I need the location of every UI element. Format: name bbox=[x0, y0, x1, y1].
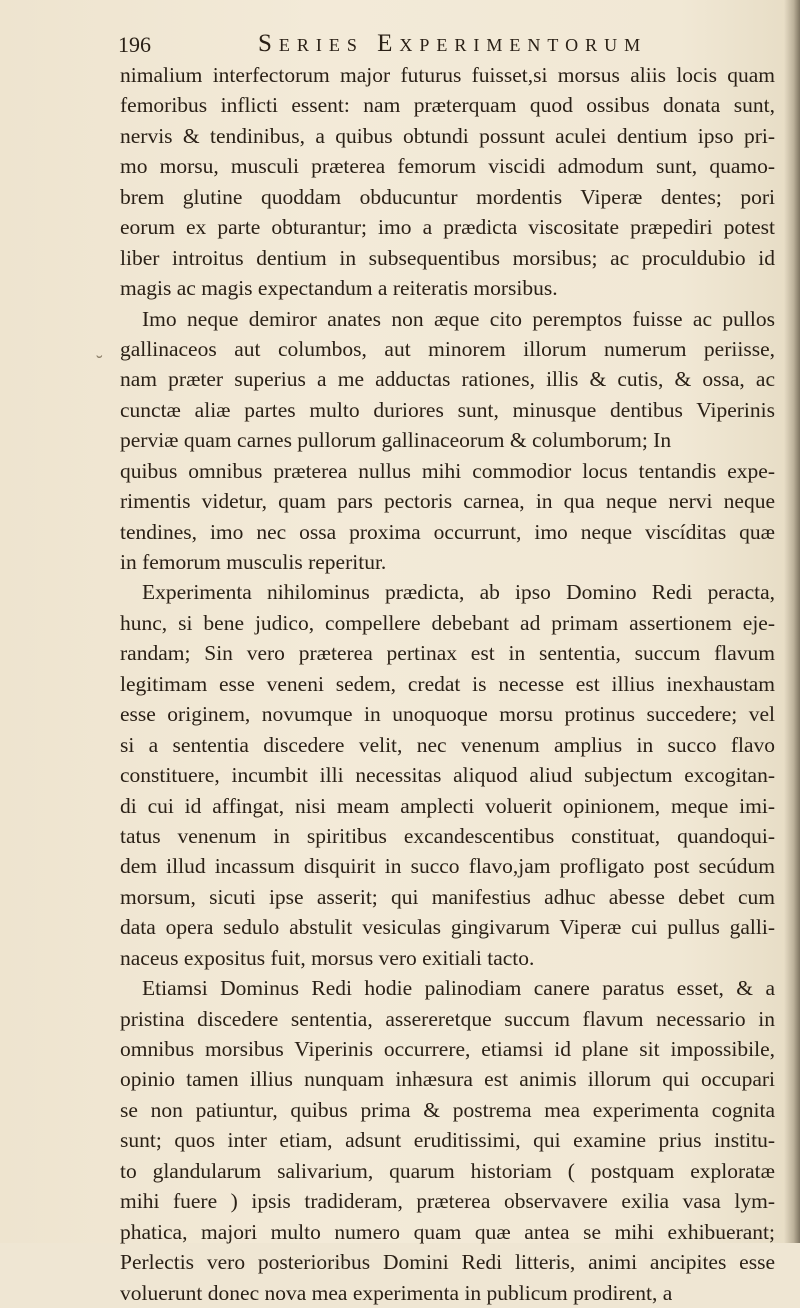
text-line: in femorum musculis reperitur. bbox=[120, 550, 387, 574]
text-line: phatica, majori multo numero quam quæ antea se mihi exhibuerant; bbox=[120, 1219, 775, 1244]
text-line: esse originem, novumque in unoquoque morsu protinus succedere; vel bbox=[120, 702, 775, 727]
text-line: Perlectis vero posterioribus Domini Redi litteris, animi ancipites esse bbox=[120, 1250, 775, 1275]
text-line: to glandularum salivarium, quarum historiam ( postquam exploratæ bbox=[120, 1158, 775, 1183]
text-line: quibus omnibus præterea nullus mihi commodior locus tentandis expe- bbox=[120, 458, 775, 483]
text-line: randam; Sin vero præterea pertinax est in sententia, succum flavum bbox=[120, 641, 775, 666]
page-number: 196 bbox=[118, 32, 151, 57]
text-line: rimentis videtur, quam pars pectoris carnea, in qua neque nervi neque bbox=[120, 489, 775, 514]
text-line: constituere, incumbit illi necessitas aliquod aliud subjectum excogitan- bbox=[120, 763, 775, 788]
text-line: voluerunt donec nova mea experimenta in publicum prodirent, a bbox=[120, 1280, 673, 1305]
text-line: Etiamsi Dominus Redi hodie palinodiam canere paratus esset, & a bbox=[142, 976, 775, 1001]
text-line: femoribus inflicti essent: nam præterquam quod ossibus donata sunt, bbox=[120, 93, 775, 118]
text-line: Imo neque demiror anates non æque cito peremptos fuisse ac pullos bbox=[142, 306, 775, 331]
text-line: mihi fuere ) ipsis tradideram, præterea observavere exilia vasa lym- bbox=[120, 1189, 775, 1214]
text-line: sunt; quos inter etiam, adsunt eruditissimi, qui examine prius institu- bbox=[120, 1128, 775, 1153]
text-line: brem glutine quoddam obducuntur mordentis Viperæ dentes; pori bbox=[120, 184, 775, 209]
text-line: data opera sedulo abstulit vesiculas gingivarum Viperæ cui pullus galli- bbox=[120, 915, 775, 940]
text-line: perviæ quam carnes pullorum gallinaceorum & columborum; In bbox=[120, 428, 672, 453]
text-line: se non patiuntur, quibus prima & postrema mea experimenta cognita bbox=[120, 1097, 775, 1122]
text-line: omnibus morsibus Viperinis occurrere, etiamsi id plane sit impossibile, bbox=[120, 1037, 775, 1061]
text-line: liber introitus dentium in subsequentibus morsibus; ac proculdubio id bbox=[120, 245, 775, 270]
text-line: naceus expositus fuit, morsus vero exitiali tacto. bbox=[120, 945, 535, 970]
text-line: morsum, sicuti ipse asserit; qui manifestius adhuc abesse debet cum bbox=[120, 884, 775, 909]
text-line: nervis & tendinibus, a quibus obtundi possunt aculei dentium ipso pri- bbox=[120, 123, 775, 148]
margin-mark: ˘ bbox=[96, 352, 103, 374]
text-line: hunc, si bene judico, compellere debebant ad primam assertionem eje- bbox=[120, 610, 775, 635]
body-text bbox=[120, 60, 790, 1308]
text-line: mo morsu, musculi præterea femorum viscidi admodum sunt, quamo- bbox=[120, 154, 775, 179]
text-line: gallinaceos aut columbos, aut minorem illorum numerum periisse, bbox=[120, 336, 775, 361]
text-line: cunctæ aliæ partes multo duriores sunt, minusque dentibus Viperinis bbox=[120, 397, 775, 422]
text-line: opinio tamen illius nunquam inhæsura est animis illorum qui occupari bbox=[120, 1067, 775, 1092]
text-line: nimalium interfectorum major futurus fuisset,si morsus aliis locis quam bbox=[120, 63, 775, 87]
text-line: pristina discedere sententia, assereretque succum flavum necessario in bbox=[120, 1006, 775, 1031]
text-line: tatus venenum in spiritibus excandescentibus constituat, quandoqui- bbox=[120, 823, 775, 848]
text-line: si a sententia discedere velit, nec venenum amplius in succo flavo bbox=[120, 732, 775, 757]
text-line: di cui id affingat, nisi meam amplecti voluerit opinionem, meque imi- bbox=[120, 793, 775, 818]
text-line: nam præter superius a me adductas rationes, illis & cutis, & ossa, ac bbox=[120, 367, 775, 392]
text-line: legitimam esse veneni sedem, credat is necesse est illius inexhaustam bbox=[120, 671, 775, 696]
page-header bbox=[118, 30, 778, 60]
running-head: Series Experimentorum bbox=[258, 30, 648, 57]
text-line: tendines, imo nec ossa proxima occurrunt, imo neque viscíditas quæ bbox=[120, 519, 775, 544]
text-line: dem illud incassum disquirit in succo flavo,jam profligato post secúdum bbox=[120, 854, 775, 879]
text-line: magis ac magis expectandum a reiteratis morsibus. bbox=[120, 276, 558, 301]
text-line: eorum ex parte obturantur; imo a prædicta viscositate præpediri potest bbox=[120, 215, 775, 240]
text-line: Experimenta nihilominus prædicta, ab ipso Domino Redi peracta, bbox=[142, 580, 775, 605]
